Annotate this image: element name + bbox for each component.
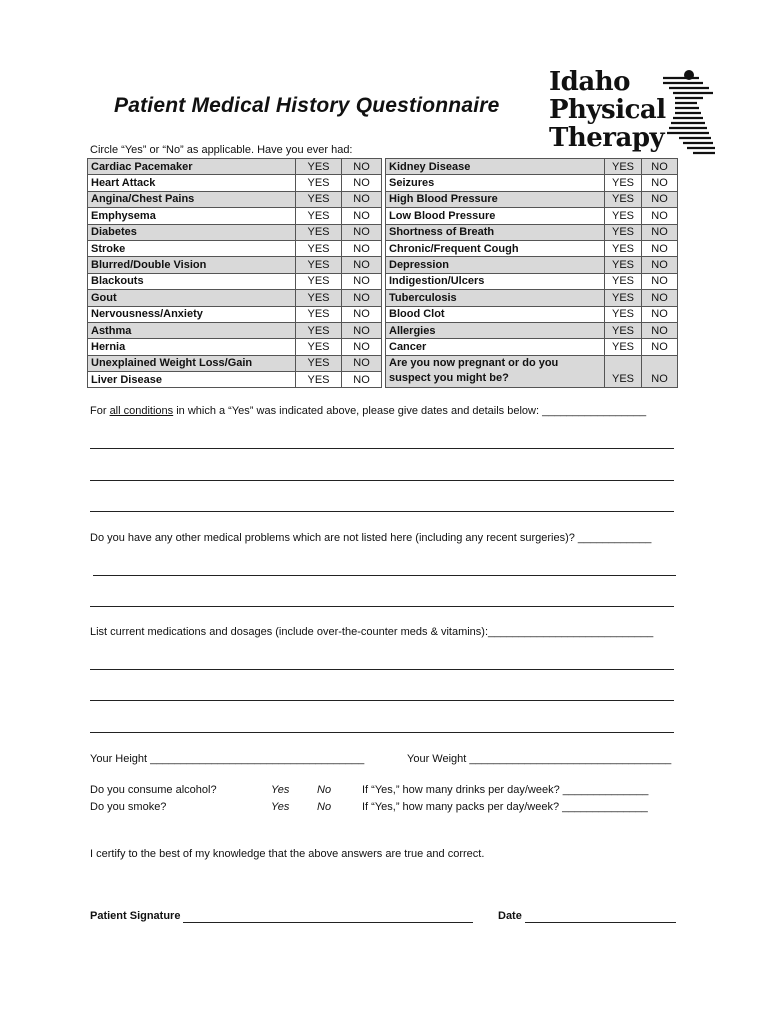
condition-row bbox=[88, 290, 678, 306]
no-option[interactable]: NO bbox=[642, 355, 678, 388]
yes-option[interactable]: YES bbox=[296, 191, 342, 207]
condition-name: Emphysema bbox=[88, 208, 296, 224]
no-option[interactable]: NO bbox=[642, 273, 678, 289]
condition-row bbox=[88, 306, 678, 322]
no-option[interactable]: NO bbox=[342, 290, 382, 306]
no-option[interactable]: NO bbox=[642, 290, 678, 306]
condition-name: Liver Disease bbox=[88, 372, 296, 388]
logo-line-2: Physical bbox=[549, 95, 666, 125]
condition-row bbox=[88, 175, 678, 191]
yes-option[interactable]: YES bbox=[296, 322, 342, 338]
no-option[interactable]: NO bbox=[342, 339, 382, 355]
no-option[interactable]: NO bbox=[342, 306, 382, 322]
no-option[interactable]: NO bbox=[342, 191, 382, 207]
no-option[interactable]: NO bbox=[342, 322, 382, 338]
yes-option[interactable]: YES bbox=[296, 372, 342, 388]
condition-name: Unexplained Weight Loss/Gain bbox=[88, 355, 296, 371]
smoke-question: Do you smoke? bbox=[90, 801, 167, 813]
yes-option[interactable]: YES bbox=[296, 208, 342, 224]
alcohol-question: Do you consume alcohol? bbox=[90, 784, 217, 796]
no-option[interactable]: NO bbox=[342, 208, 382, 224]
details-instruction: For all conditions in which a “Yes” was indicated above, please give dates and details below: _________________ bbox=[90, 405, 647, 417]
yes-option[interactable]: YES bbox=[296, 257, 342, 273]
company-logo bbox=[549, 68, 714, 160]
medications-line-1[interactable] bbox=[90, 669, 674, 670]
condition-name: Heart Attack bbox=[88, 175, 296, 191]
yes-option[interactable]: YES bbox=[296, 355, 342, 371]
no-option[interactable]: NO bbox=[642, 191, 678, 207]
no-option[interactable]: NO bbox=[342, 240, 382, 256]
height-field[interactable]: Your Height ___________________________________ bbox=[90, 753, 365, 765]
condition-name: Blackouts bbox=[88, 273, 296, 289]
signature-line[interactable] bbox=[183, 922, 473, 923]
condition-name: Hernia bbox=[88, 339, 296, 355]
smoke-followup[interactable]: If “Yes,” how many packs per day/week? ______________ bbox=[362, 801, 648, 813]
alcohol-followup[interactable]: If “Yes,” how many drinks per day/week? ______________ bbox=[362, 784, 649, 796]
condition-row bbox=[88, 224, 678, 240]
yes-option[interactable]: YES bbox=[605, 290, 642, 306]
condition-name: Nervousness/Anxiety bbox=[88, 306, 296, 322]
condition-name: Chronic/Frequent Cough bbox=[386, 240, 605, 256]
page-title: Patient Medical History Questionnaire bbox=[114, 94, 500, 117]
no-option[interactable]: NO bbox=[642, 257, 678, 273]
yes-option[interactable]: YES bbox=[605, 306, 642, 322]
condition-row bbox=[88, 273, 678, 289]
no-option[interactable]: NO bbox=[642, 159, 678, 175]
yes-option[interactable]: YES bbox=[605, 175, 642, 191]
details-line-1[interactable] bbox=[90, 448, 674, 449]
no-option[interactable]: NO bbox=[642, 339, 678, 355]
yes-option[interactable]: YES bbox=[605, 191, 642, 207]
no-option[interactable]: NO bbox=[642, 322, 678, 338]
condition-row bbox=[88, 339, 678, 355]
alcohol-no-option[interactable]: No bbox=[317, 784, 332, 796]
yes-option[interactable]: YES bbox=[296, 339, 342, 355]
weight-field[interactable]: Your Weight _________________________________ bbox=[407, 753, 672, 765]
condition-row bbox=[88, 322, 678, 338]
condition-name: Angina/Chest Pains bbox=[88, 191, 296, 207]
condition-name: Indigestion/Ulcers bbox=[386, 273, 605, 289]
yes-option[interactable]: YES bbox=[605, 159, 642, 175]
date-line[interactable] bbox=[525, 922, 676, 923]
no-option[interactable]: NO bbox=[342, 224, 382, 240]
yes-option[interactable]: YES bbox=[605, 355, 642, 388]
condition-name: Depression bbox=[386, 257, 605, 273]
condition-name: Stroke bbox=[88, 240, 296, 256]
medications-question: List current medications and dosages (include over-the-counter meds & vitamins):___________________________ bbox=[90, 626, 654, 638]
condition-name: Allergies bbox=[386, 322, 605, 338]
condition-row bbox=[88, 159, 678, 175]
yes-option[interactable]: YES bbox=[605, 322, 642, 338]
instructions-text: Circle “Yes” or “No” as applicable. Have you ever had: bbox=[90, 144, 353, 156]
yes-option[interactable]: YES bbox=[605, 339, 642, 355]
yes-option[interactable]: YES bbox=[296, 306, 342, 322]
condition-name: Cardiac Pacemaker bbox=[88, 159, 296, 175]
yes-option[interactable]: YES bbox=[296, 290, 342, 306]
yes-option[interactable]: YES bbox=[296, 224, 342, 240]
yes-option[interactable]: YES bbox=[296, 240, 342, 256]
condition-row bbox=[88, 208, 678, 224]
logo-line-3: Therapy bbox=[549, 123, 665, 153]
no-option[interactable]: NO bbox=[642, 224, 678, 240]
yes-option[interactable]: YES bbox=[296, 159, 342, 175]
no-option[interactable]: NO bbox=[342, 175, 382, 191]
medications-line-2[interactable] bbox=[90, 700, 674, 701]
condition-name: Tuberculosis bbox=[386, 290, 605, 306]
condition-name: Seizures bbox=[386, 175, 605, 191]
other-problems-question: Do you have any other medical problems which are not listed here (including any recent surgeries)? ____________ bbox=[90, 532, 652, 544]
condition-name: Shortness of Breath bbox=[386, 224, 605, 240]
no-option[interactable]: NO bbox=[642, 175, 678, 191]
yes-option[interactable]: YES bbox=[296, 175, 342, 191]
condition-name: Asthma bbox=[88, 322, 296, 338]
details-line-2[interactable] bbox=[90, 480, 674, 481]
condition-name: Blood Clot bbox=[386, 306, 605, 322]
conditions-table bbox=[87, 158, 678, 388]
details-line-3[interactable] bbox=[90, 511, 674, 512]
condition-name: Cancer bbox=[386, 339, 605, 355]
smoke-yes-option[interactable]: Yes bbox=[271, 801, 290, 813]
medications-line-3[interactable] bbox=[90, 732, 674, 733]
no-option[interactable]: NO bbox=[342, 159, 382, 175]
yes-option[interactable]: YES bbox=[605, 224, 642, 240]
condition-name: Low Blood Pressure bbox=[386, 208, 605, 224]
yes-option[interactable]: YES bbox=[605, 208, 642, 224]
condition-name: Gout bbox=[88, 290, 296, 306]
no-option[interactable]: NO bbox=[342, 273, 382, 289]
condition-name: Blurred/Double Vision bbox=[88, 257, 296, 273]
yes-option[interactable]: YES bbox=[605, 273, 642, 289]
logo-line-1: Idaho bbox=[549, 67, 630, 97]
condition-name: Diabetes bbox=[88, 224, 296, 240]
condition-row bbox=[88, 355, 678, 371]
no-option[interactable]: NO bbox=[642, 208, 678, 224]
condition-row bbox=[88, 191, 678, 207]
no-option[interactable]: NO bbox=[342, 257, 382, 273]
other-problems-line-1[interactable] bbox=[93, 575, 676, 576]
condition-name: Are you now pregnant or do you suspect you might be? bbox=[386, 355, 605, 388]
signature-label: Patient Signature bbox=[90, 910, 181, 922]
running-figure-icon bbox=[659, 70, 717, 160]
alcohol-yes-option[interactable]: Yes bbox=[271, 784, 290, 796]
date-label: Date bbox=[498, 910, 522, 922]
yes-option[interactable]: YES bbox=[605, 257, 642, 273]
yes-option[interactable]: YES bbox=[605, 240, 642, 256]
no-option[interactable]: NO bbox=[342, 355, 382, 371]
condition-name: High Blood Pressure bbox=[386, 191, 605, 207]
certification-statement: I certify to the best of my knowledge that the above answers are true and correct. bbox=[90, 848, 485, 860]
condition-name: Kidney Disease bbox=[386, 159, 605, 175]
no-option[interactable]: NO bbox=[342, 372, 382, 388]
column-gap bbox=[382, 372, 386, 388]
yes-option[interactable]: YES bbox=[296, 273, 342, 289]
smoke-no-option[interactable]: No bbox=[317, 801, 332, 813]
no-option[interactable]: NO bbox=[642, 306, 678, 322]
condition-row bbox=[88, 257, 678, 273]
condition-row bbox=[88, 240, 678, 256]
other-problems-line-2[interactable] bbox=[90, 606, 674, 607]
no-option[interactable]: NO bbox=[642, 240, 678, 256]
